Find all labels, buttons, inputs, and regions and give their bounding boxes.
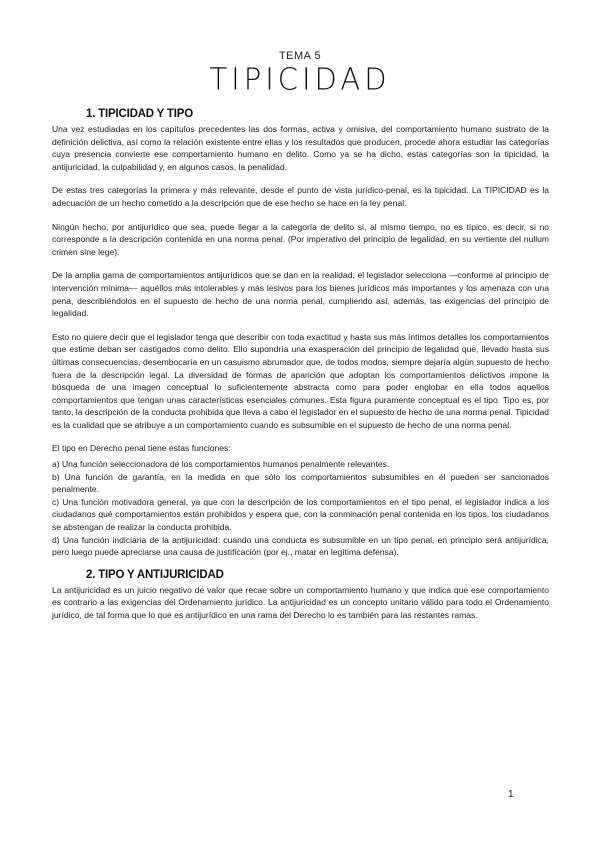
- functions-list: [52, 458, 549, 559]
- list-item: d) Una función indiciaria de la antijuricidad: cuando una conducta es subsumible en un tipo penal, en principio será antijurídica, pero luego puede apreciarse una causa de justificación (por ej., matar en legítima defensa).: [52, 534, 549, 558]
- paragraph-5: Esto no quiere decir que el legislador tenga que describir con toda exactitud y hasta sus más íntimos detalles los comportamientos que estime deban ser castigados como delito. Ello supondría una exasperación del principio de legalidad que, llevado hasta sus últimas consecuencias, desembocaría en un casuismo abrumador que, de todos modos, siempre dejaría algún supuesto de hecho fuera de la descripción legal. La diversidad de formas de aparición que adoptan los comportamientos delictivos impone la búsqueda de una imagen conceptual lo suficientemente abstracta como para poder englobar en ella todos aquellos comportamientos que tengan unas características esenciales comunes. Esta figura puramente conceptual es el tipo. Tipo es, por tanto, la descripción de la conducta prohibida que lleva a cabo el legislador en el supuesto de hecho de una norma penal. Tipicidad es la cualidad que se atribuye a un comportamiento cuando es subsumible en el supuesto de hecho de una norma penal.: [52, 331, 549, 430]
- paragraph-3: Ningún hecho, por antijurídico que sea, puede llegar a la categoría de delito si, al mismo tiempo, no es típico, es decir, si no corresponde a la descripción contenida en una norma penal. (Por imperativo del principio de legalidad, en su vertiente del nullum crimen sine lege).: [52, 221, 549, 257]
- page-number: 1: [508, 789, 514, 800]
- section-heading-2: 2. TIPO Y ANTIJURICIDAD: [86, 568, 224, 581]
- list-item: b) Una función de garantía, en la medida en que sólo los comportamientos subsumibles en él pueden ser sancionados penalmente.: [52, 471, 549, 495]
- paragraph-6: El tipo en Derecho penal tiene estas funciones:: [52, 443, 231, 454]
- page-title: TIPICIDAD: [209, 61, 391, 97]
- list-item: c) Una función motivadora general, ya que con la descripción de los comportamientos en el tipo penal, el legislador indica a los ciudadanos qué comportamientos están prohibidos y espera que, con la conminación penal contenida en los tipos, los ciudadanos se abstengan de realizar la conducta prohibida.: [52, 496, 549, 533]
- paragraph-2: De estas tres categorías la primera y más relevante, desde el punto de vista jurídico-penal, es la tipicidad. La TIPICIDAD es la adecuación de un hecho cometido a la descripción que de ese hecho se hace en la ley penal.: [52, 185, 549, 208]
- paragraph-4: De la amplia gama de comportamientos antijurídicos que se dan en la realidad, el legislador selecciona —conforme al principio de intervención mínima— aquéllos más intolerables y más lesivos para los bienes jurídicos más importantes y los amenaza con una pena, describiéndolos en el supuesto de hecho de una norma penal, cumpliendo así, además, las exigencias del principio de legalidad.: [52, 270, 549, 319]
- paragraph-1: Una vez estudiadas en los capítulos precedentes las dos formas, activa y omisiva, del comportamiento humano sustrato de la definición delictiva, así como la relación existente entre ellas y los resultados que producen, procede ahora estudiar las categorías cuya presencia convierte ese comportamiento humano en delito. Como ya se ha dicho, estas categorías son la tipicidad, la antijuricidad, la culpabilidad y, en algunos casos, la penalidad.: [52, 124, 549, 172]
- section-heading-1: 1. TIPICIDAD Y TIPO: [86, 108, 193, 120]
- chapter-label: TEMA 5: [278, 50, 322, 62]
- list-item: a) Una función seleccionadora de los comportamientos humanos penalmente relevantes.: [52, 459, 390, 470]
- paragraph-7: La antijuricidad es un juicio negativo de valor que recae sobre un comportamiento humano y que indica que ese comportamiento es contrario a las exigencias del Ordenamiento jurídico. La antijuricidad es un concepto unitario válido para todo el Ordenamiento jurídico, de tal forma que lo que es antijurídico en una rama del Derecho lo es también para las restantes ramas.: [52, 584, 549, 620]
- document-body: [52, 108, 549, 633]
